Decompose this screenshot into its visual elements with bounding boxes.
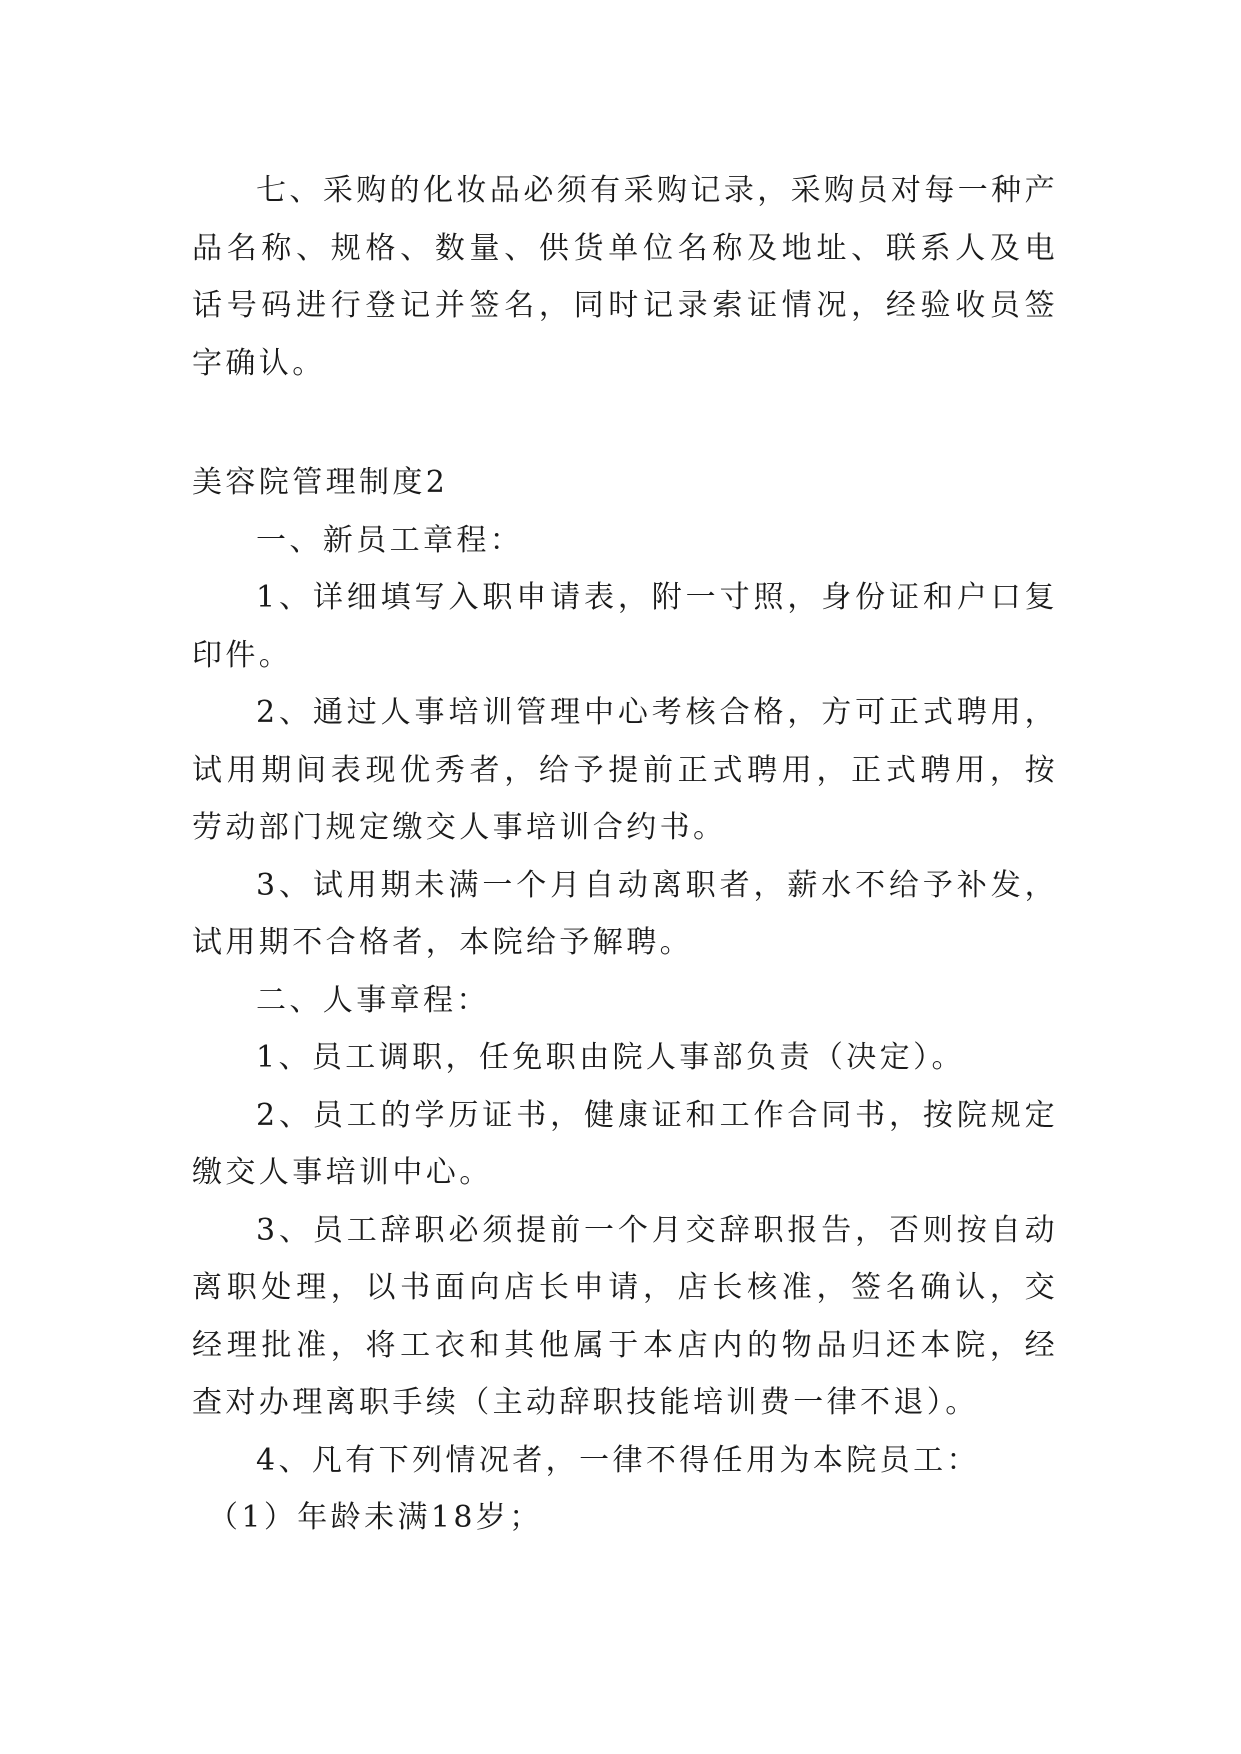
part-1-title: 一、新员工章程： xyxy=(256,522,524,558)
sub-item-age: （1）年龄未满18岁； xyxy=(208,1500,543,1535)
part-2-item-3: 3、员工辞职必须提前一个月交辞职报告，否则按自动离职处理，以书面向店长申请，店长核准，签名确认，交经理批准，将工衣和其他属于本店内的物品归还本院，经查对办理离职手续（主动辞职技能培训费一律不退）。 xyxy=(192,1212,1058,1420)
part-1-item-1: 1、详细填写入职申请表，附一寸照，身份证和户口复印件。 xyxy=(192,580,1058,673)
part-2-item-1: 1、员工调职，任免职由院人事部负责（决定）。 xyxy=(256,1040,965,1075)
part-1-item-2: 2、通过人事培训管理中心考核合格，方可正式聘用，试用期间表现优秀者，给予提前正式聘用，正式聘用，按劳动部门规定缴交人事培训合约书。 xyxy=(192,695,1058,845)
section-title: 美容院管理制度2 xyxy=(192,465,449,500)
part-2-item-4: 4、凡有下列情况者，一律不得任用为本院员工： xyxy=(256,1442,980,1478)
part-2-title: 二、人事章程： xyxy=(256,982,490,1018)
part-2-item-2: 2、员工的学历证书，健康证和工作合同书，按院规定缴交人事培训中心。 xyxy=(192,1097,1058,1190)
document-body xyxy=(192,162,1058,1547)
paragraph-procurement-record: 七、采购的化妆品必须有采购记录，采购员对每一种产品名称、规格、数量、供货单位名称及地址、联系人及电话号码进行登记并签名，同时记录索证情况，经验收员签字确认。 xyxy=(192,173,1058,381)
part-1-item-3: 3、试用期未满一个月自动离职者，薪水不给予补发，试用期不合格者，本院给予解聘。 xyxy=(192,867,1058,960)
